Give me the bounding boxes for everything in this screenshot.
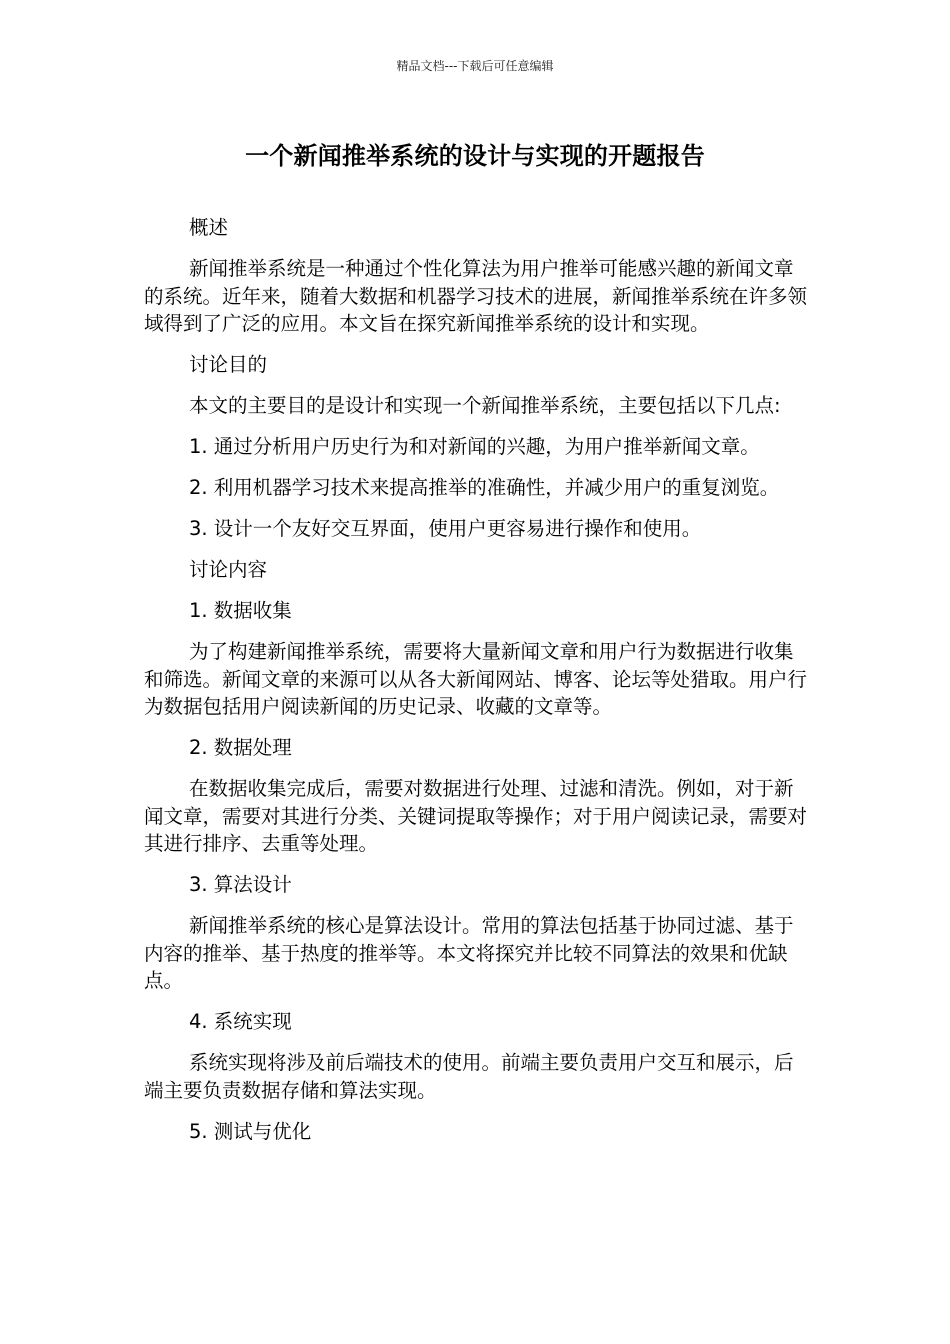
document-body [144, 214, 809, 1159]
section-paragraph-data-processing: 在数据收集完成后，需要对数据进行处理、过滤和清洗。例如，对于新闻文章，需要对其进行分类、关键词提取等操作；对于用户阅读记录，需要对其进行排序、去重等处理。 [144, 777, 808, 855]
section-heading-algorithm-design: 3. 算法设计 [189, 873, 292, 896]
section-paragraph-algorithm-design: 新闻推举系统的核心是算法设计。常用的算法包括基于协同过滤、基于内容的推举、基于热度的推举等。本文将探究并比较不同算法的效果和优缺点。 [144, 914, 794, 992]
header-note: 精品文档---下载后可任意编辑 [396, 59, 554, 73]
content-heading: 讨论内容 [189, 558, 268, 581]
overview-heading: 概述 [189, 216, 229, 239]
section-heading-system-implementation: 4. 系统实现 [189, 1010, 292, 1033]
purpose-intro-paragraph: 本文的主要目的是设计和实现一个新闻推举系统，主要包括以下几点: [189, 394, 781, 417]
section-heading-data-collection: 1. 数据收集 [189, 599, 292, 622]
section-heading-data-processing: 2. 数据处理 [189, 736, 292, 759]
purpose-item: 2. 利用机器学习技术来提高推举的准确性，并减少用户的重复浏览。 [189, 476, 780, 499]
purpose-heading: 讨论目的 [189, 353, 268, 376]
document-title: 一个新闻推举系统的设计与实现的开题报告 [245, 142, 705, 170]
section-paragraph-data-collection: 为了构建新闻推举系统，需要将大量新闻文章和用户行为数据进行收集和筛选。新闻文章的来源可以从各大新闻网站、博客、论坛等处猎取。用户行为数据包括用户阅读新闻的历史记录、收藏的文章等。 [144, 640, 808, 718]
section-heading-testing-optimization: 5. 测试与优化 [189, 1119, 312, 1143]
section-paragraph-system-implementation: 系统实现将涉及前后端技术的使用。前端主要负责用户交互和展示，后端主要负责数据存储和算法实现。 [144, 1051, 794, 1102]
purpose-item: 1. 通过分析用户历史行为和对新闻的兴趣，为用户推举新闻文章。 [189, 435, 760, 458]
purpose-item: 3. 设计一个友好交互界面，使用户更容易进行操作和使用。 [189, 517, 702, 540]
overview-paragraph: 新闻推举系统是一种通过个性化算法为用户推举可能感兴趣的新闻文章的系统。近年来，随着大数据和机器学习技术的进展，新闻推举系统在许多领域得到了广泛的应用。本文旨在探究新闻推举系统的设计和实现。 [144, 257, 808, 335]
